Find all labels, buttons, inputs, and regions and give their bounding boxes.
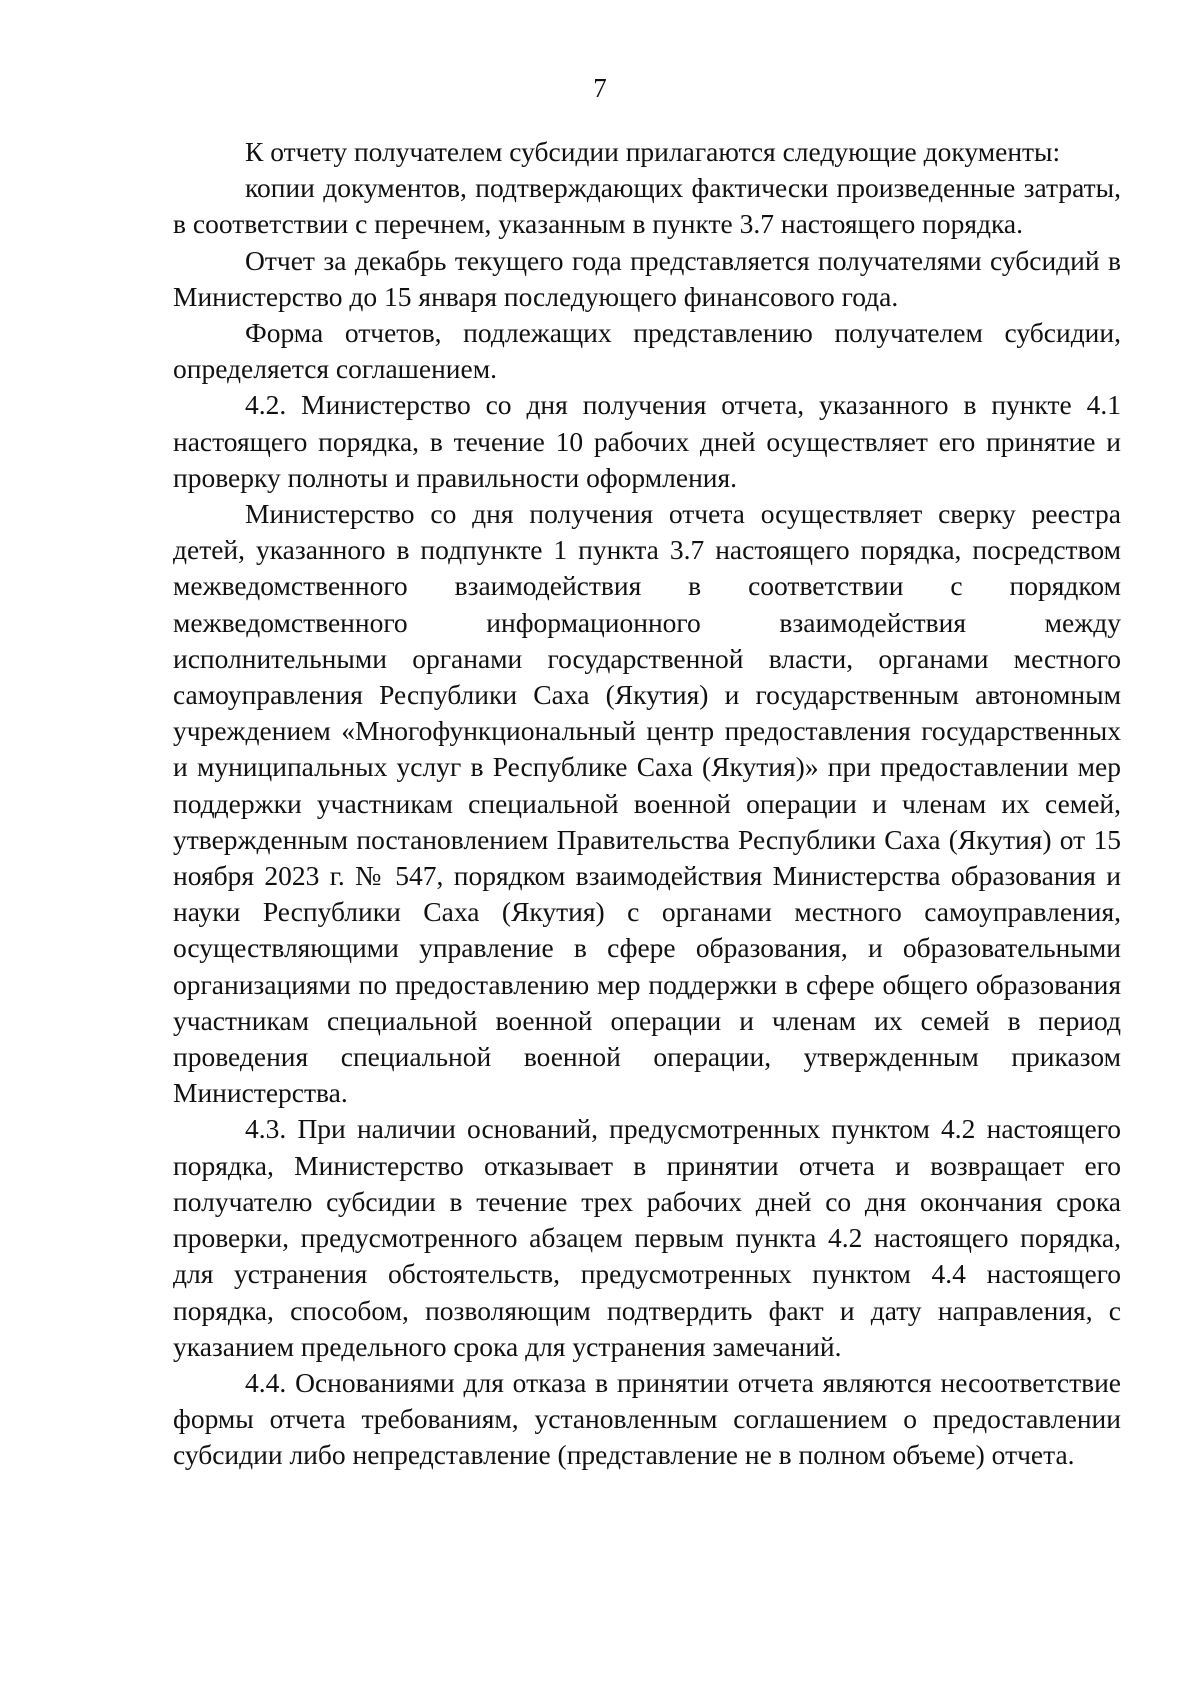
paragraph-attachments-intro: К отчету получателем субсидии прилагаются следующие документы: <box>245 136 1061 167</box>
page-number: 7 <box>593 73 607 103</box>
paragraph-section-4-3: 4.3. При наличии оснований, предусмотренных пунктом 4.2 настоящего порядка, Министерство отказывает в принятии отчета и возвращает его получателю субсидии в течение трех рабочих дней со дня окончания срока проверки, предусмотренного абзацем первым пункта 4.2 настоящего порядка, для устранения обстоятельств, предусмотренных пунктом 4.4 настоящего порядка, способом, позволяющим подтвердить факт и дату направления, с указанием предельного срока для устранения замечаний. <box>173 1113 1121 1362</box>
paragraph-section-4-2: 4.2. Министерство со дня получения отчета, указанного в пункте 4.1 настоящего порядка, в течение 10 рабочих дней осуществляет его принятие и проверку полноты и правильности оформления. <box>173 389 1121 493</box>
document-body <box>173 134 1121 1474</box>
paragraph-registry-check: Министерство со дня получения отчета осуществляет сверку реестра детей, указанного в подпункте 1 пункта 3.7 настоящего порядка, посредством межведомственного взаимодействия в соответствии с порядком межведомственного информационного взаимодействия между исполнительными органами государственной власти, органами местного самоуправления Республики Саха (Якутия) и государственным автономным учреждением «Многофункциональный центр предоставления государственных и муниципальных услуг в Республике Саха (Якутия)» при предоставлении мер поддержки участникам специальной военной операции и членам их семей, утвержденным постановлением Правительства Республики Саха (Якутия) от 15 ноября 2023 г. № 547, порядком взаимодействия Министерства образования и науки Республики Саха (Якутия) с органами местного самоуправления, осуществляющими управление в сфере образования, и образовательными организациями по предоставлению мер поддержки в сфере общего образования участникам специальной военной операции и членам их семей в период проведения специальной военной операции, утвержденным приказом Министерства. <box>173 498 1121 1109</box>
paragraph-expense-copies: копии документов, подтверждающих фактически произведенные затраты, в соответствии с перечнем, указанным в пункте 3.7 настоящего порядка. <box>173 172 1121 240</box>
paragraph-section-4-4: 4.4. Основаниями для отказа в принятии отчета являются несоответствие формы отчета требованиям, установленным соглашением о предоставлении субсидии либо непредставление (представление не в полном объеме) отчета. <box>173 1366 1121 1471</box>
paragraph-december-report: Отчет за декабрь текущего года представляется получателями субсидий в Министерство до 15 января последующего финансового года. <box>173 244 1121 312</box>
paragraph-report-form: Форма отчетов, подлежащих представлению получателем субсидии, определяется соглашением. <box>173 317 1121 385</box>
